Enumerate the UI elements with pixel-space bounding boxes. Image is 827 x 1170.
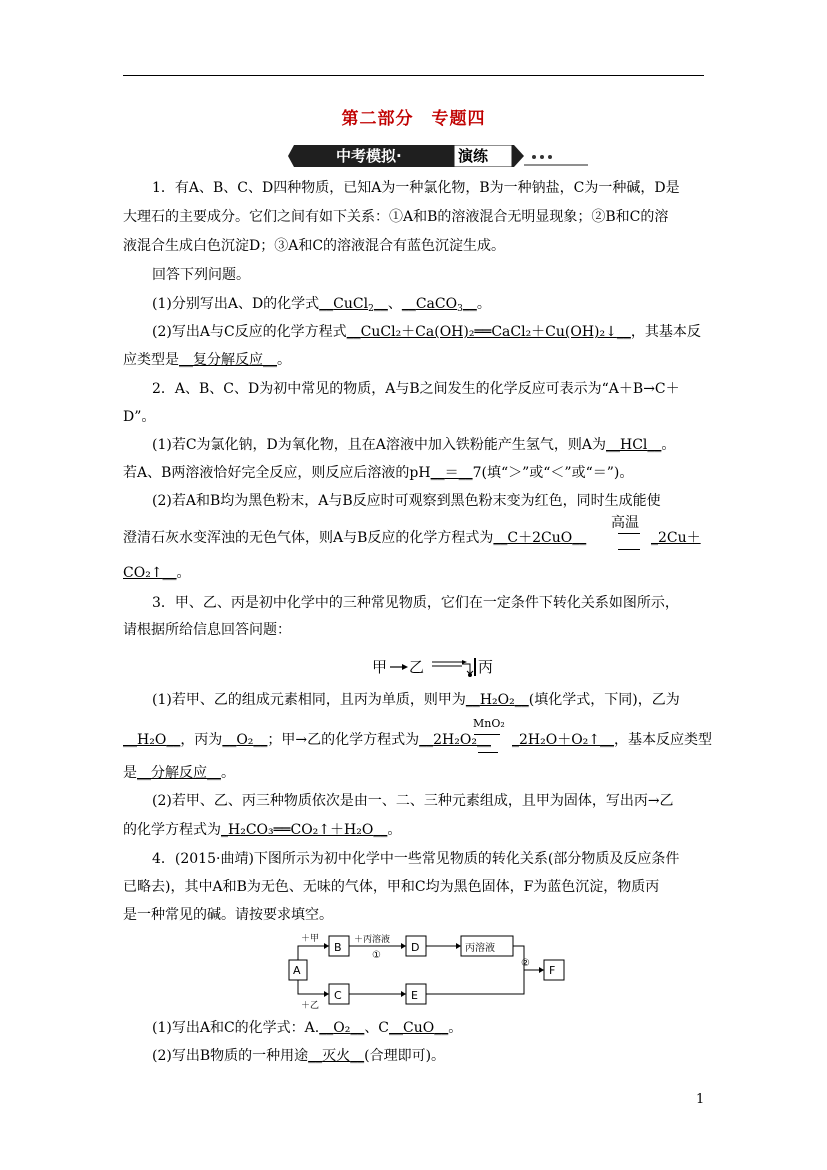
q4-line1: 4．(2015·曲靖)下图所示为初中化学中一些常见物质的转化关系(部分物质及反应条件	[152, 851, 680, 867]
q4-line2: 已略去)，其中A和B为无色、无味的气体，甲和C均为黑色固体，F为蓝色沉淀，物质丙	[123, 879, 660, 895]
q3-node-yi: 乙	[409, 658, 425, 676]
q2-b1-line2: 若A、B两溶液恰好完全反应，则反应后溶液的pH__＝__7(填“＞”或“＜”或“＝”)。	[123, 465, 634, 481]
q3-c1-type-pre: 是	[123, 765, 137, 781]
q1-a1-ans2-sub: 3	[457, 304, 463, 314]
q3-c1-line2: __H₂O__，丙为__O₂__；甲→乙的化学方程式为__2H₂O₂__	[123, 732, 491, 748]
q4-node-d: D	[411, 941, 420, 954]
q2-b2-product: CO₂↑	[123, 565, 163, 581]
q4-d1-mid: 、C	[364, 1020, 390, 1036]
q4-label-circ1: ①	[372, 950, 381, 961]
q2-b1-prompt: (1)若C为氯化钠，D为氧化物，且在A溶液中加入铁粉能产生氢气，则A为	[152, 437, 606, 453]
q3-c1-eq-right: 2H₂O＋O₂↑	[519, 732, 601, 748]
q1-answer2: (2)写出A与C反应的化学方程式__CuCl₂＋Ca(OH)₂══CaCl₂＋Cu(OH)₂↓__，其基本反	[152, 324, 701, 340]
q4-node-c: C	[334, 989, 342, 1002]
q3-c1-type-ans: 分解反应	[151, 765, 207, 781]
q1-line1: 1．有A、B、C、D四种物质，已知A为一种氯化物，B为一种钠盐，C为一种碱，D是	[152, 180, 680, 196]
q2-b2-line3: CO₂↑__。	[123, 565, 191, 581]
q4-label-plus-bing-sol: ＋丙溶液	[354, 935, 391, 945]
q2-b2-line1: (2)若A和B均为黑色粉末，A与B反应时可观察到黑色粉末变为红色，同时生成能使	[152, 493, 661, 509]
q1-answer2-line2: 应类型是__复分解反应__。	[123, 352, 291, 368]
q4-d1: (1)写出A和C的化学式：A.__O₂__、C__CuO__。	[152, 1020, 463, 1036]
q1-line2: 大理石的主要成分。它们之间有如下关系：①A和B的溶液混合无明显现象；②B和C的溶	[123, 209, 669, 225]
q4-d2-ans: 灭火	[322, 1048, 351, 1064]
q1-a2-type-end: 。	[277, 352, 291, 368]
q1-a1-ans1: CuCl	[333, 296, 369, 312]
q4-label-plus-yi: ＋乙	[301, 1001, 320, 1010]
q4-label-plus-jia: ＋甲	[301, 934, 320, 944]
q4-node-a: A	[293, 964, 301, 977]
q2-b1-end: 。	[661, 437, 676, 453]
q4-line3: 是一种常见的碱。请按要求填空。	[123, 907, 333, 923]
q1-a1-ans1-sub: 2	[368, 304, 374, 314]
q1-line3: 液混合生成白色沉淀D；③A和C的溶液混合有蓝色沉淀生成。	[123, 238, 506, 254]
q4-d2-prompt: (2)写出B物质的一种用途	[152, 1048, 309, 1064]
q4-node-b: B	[334, 941, 342, 954]
q3-c1-type-end: 。	[221, 765, 235, 781]
q1-a1-prompt: (1)分别写出A、D的化学式	[152, 296, 320, 312]
q1-a2-prompt: (2)写出A与C反应的化学方程式	[152, 324, 347, 340]
q3-node-bing: 丙	[478, 658, 494, 676]
q2-b2-end: 。	[176, 565, 191, 581]
q4-d2-end: (合理即可)。	[364, 1048, 446, 1064]
q2-b1-ans: HCl	[620, 437, 648, 453]
q1-line4: 回答下列问题。	[152, 267, 250, 283]
q2-b2-cond-bar	[618, 533, 640, 534]
q3-c1-cond-bar2	[478, 752, 498, 753]
q1-a2-type-prompt: 应类型是	[123, 352, 179, 368]
q3-c1-eq-right-wrap: _2H₂O＋O₂↑__，基本反应类型	[512, 732, 713, 748]
q4-d1-prompt: (1)写出A和C的化学式：A.	[152, 1020, 320, 1036]
q2-b1: (1)若C为氯化钠，D为氧化物，且在A溶液中加入铁粉能产生氢气，则A为__HCl__。	[152, 437, 676, 453]
q2-b2-cond-bar2	[618, 549, 640, 550]
q4-node-f: F	[549, 964, 556, 977]
q2-b2-prompt: 澄清石灰水变浑浊的无色气体，则A与B反应的化学方程式为	[123, 530, 494, 546]
q4-d1-ans1: O₂	[333, 1020, 351, 1036]
q2-b1-ph-end: 7(填“＞”或“＜”或“＝”)。	[472, 465, 634, 481]
q3-c1-ans2: H₂O	[137, 732, 167, 748]
q1-a1-sep: 、	[387, 296, 402, 312]
q3-c1-cond-bar	[474, 734, 500, 735]
q3-c1-mid: ，丙为	[180, 732, 223, 748]
page-title: 第二部分 专题四	[341, 109, 486, 129]
q2-b2-eq-right-wrap: _2Cu＋	[651, 530, 701, 546]
q3-c2-line1: (2)若甲、乙、丙三种物质依次是由一、二、三种元素组成，且甲为固体，写出丙→乙	[152, 793, 674, 809]
q2-b2-eq-left: C＋2CuO	[507, 530, 573, 546]
q3-c1-ans1: H₂O₂	[479, 692, 515, 708]
q3-c2-line2: 的化学方程式为_H₂CO₃══CO₂↑＋H₂O__。	[123, 822, 402, 838]
q3-c2-end: 。	[387, 822, 402, 838]
q3-line2: 请根据所给信息回答问题：	[123, 622, 291, 638]
banner-left-text: 中考模拟·	[336, 147, 402, 165]
q1-answer1: (1)分别写出A、D的化学式__CuCl$_2$__、__CaCO$_3$__。	[152, 296, 491, 314]
q2-line2: D”。	[123, 409, 156, 425]
q2-b2-eq-right: 2Cu＋	[658, 530, 701, 546]
q3-c1-eq-left: 2H₂O₂	[433, 732, 477, 748]
q2-b2-line2: 澄清石灰水变浑浊的无色气体，则A与B反应的化学方程式为__C＋2CuO__	[123, 530, 587, 546]
q4-flow-diagram	[284, 928, 574, 1010]
q2-b1-ph-prompt: 若A、B两溶液恰好完全反应，则反应后溶液的pH	[123, 465, 431, 481]
q2-b1-ph-ans: ＝	[444, 465, 459, 481]
q3-line1: 3．甲、乙、丙是初中化学中的三种常见物质，它们在一定条件下转化关系如图所示，	[152, 595, 679, 611]
section-banner	[288, 145, 588, 167]
q3-diagram	[370, 652, 520, 682]
q3-c1-condition: MnO₂	[473, 717, 505, 730]
banner-right-text: 演练	[458, 147, 489, 165]
q3-c1-end: (填化学式，下同)，乙为	[528, 692, 680, 708]
q1-a1-end: 。	[476, 296, 491, 312]
q1-a2-equation: CuCl₂＋Ca(OH)₂══CaCl₂＋Cu(OH)₂↓	[360, 324, 617, 340]
q4-label-circ2: ②	[521, 958, 530, 969]
q4-d2: (2)写出B物质的一种用途__灭火__(合理即可)。	[152, 1048, 446, 1064]
q4-node-e: E	[411, 989, 418, 1002]
q1-a2-type-ans: 复分解反应	[193, 352, 263, 368]
q3-c1-line3: 是__分解反应__。	[123, 765, 235, 781]
q3-c1: (1)若甲、乙的组成元素相同，且丙为单质，则甲为__H₂O₂__(填化学式，下同)，乙为	[152, 692, 680, 708]
q3-c2-equation: H₂CO₃══CO₂↑＋H₂O	[228, 822, 374, 838]
q3-c1-ans3: O₂	[236, 732, 254, 748]
q4-d1-end: 。	[448, 1020, 463, 1036]
q3-c2-prompt: 的化学方程式为	[123, 822, 221, 838]
q2-b2-condition: 高温	[611, 515, 639, 531]
q3-c1-prompt: (1)若甲、乙的组成元素相同，且丙为单质，则甲为	[152, 692, 466, 708]
header-rule	[123, 75, 704, 76]
q1-a1-ans2: CaCO	[415, 296, 458, 312]
q4-d1-ans2: CuO	[403, 1020, 435, 1036]
q1-a2-end: ，其基本反	[630, 324, 701, 340]
q3-c1-type-prompt: ，基本反应类型	[614, 732, 713, 748]
q4-node-bing-sol: 丙溶液	[465, 943, 495, 954]
q2-line1: 2．A、B、C、D为初中常见的物质，A与B之间发生的化学反应可表示为“A＋B→C＋	[152, 381, 680, 397]
page-number: 1	[696, 1092, 705, 1107]
q3-c1-mid2: ；甲→乙的化学方程式为	[267, 732, 420, 748]
q3-node-jia: 甲	[372, 658, 388, 676]
